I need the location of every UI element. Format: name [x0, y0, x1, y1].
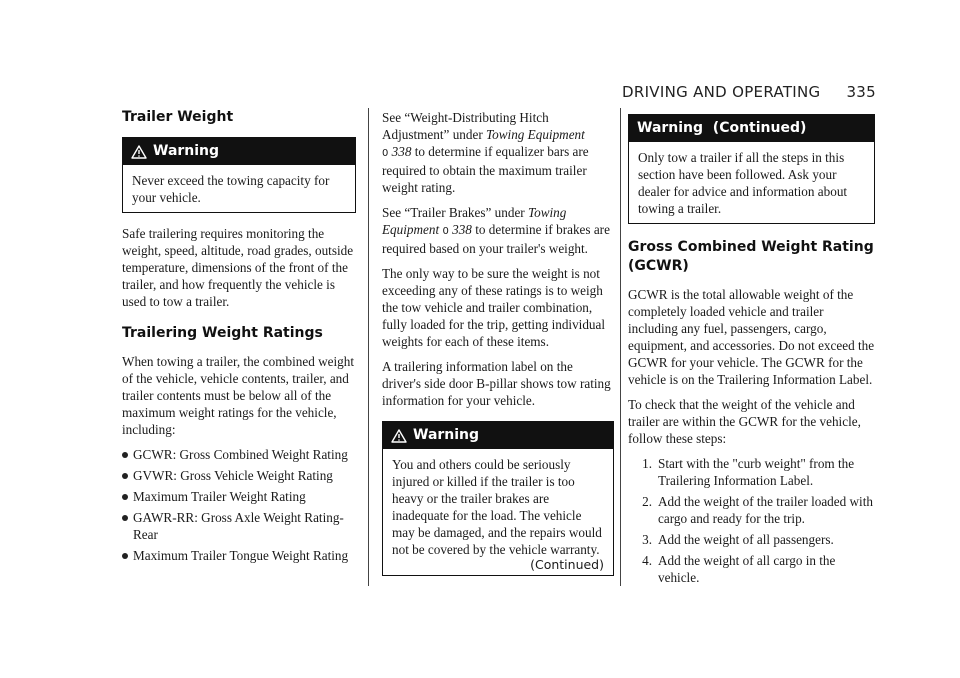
warning-text: You and others could be seriously injured or killed if the trailer is too heavy or the trailer brakes are inadequate for the load. The vehicle may be damaged, and the repairs would not be covered by the vehicle warranty. — [392, 457, 602, 557]
bullet-icon — [122, 452, 128, 458]
list-item: Maximum Trailer Tongue Weight Rating — [122, 547, 356, 564]
bullet-icon — [122, 494, 128, 500]
list-item: GCWR: Gross Combined Weight Rating — [122, 446, 356, 463]
warning-text: Only tow a trailer if all the steps in this section have been followed. Ask your dealer for advice and information about towing a trailer. — [638, 150, 848, 216]
paragraph: The only way to be sure the weight is not exceeding any of these ratings is to weigh the tow vehicle and trailer combination, fully loaded for the trip, getting individual weights for each of these items. — [382, 266, 606, 349]
column-divider — [620, 108, 621, 586]
page-reference-link[interactable]: 338 — [452, 222, 472, 237]
warning-header — [383, 422, 613, 449]
warning-header — [123, 138, 355, 165]
paragraph: See “Trailer Brakes” under Towing Equipment 0 338 to determine if brakes are required based on your trailer's weight. — [382, 205, 610, 256]
subsection-heading: Gross Combined Weight Rating (GCWR) — [628, 239, 874, 274]
paragraph: See “Weight-Distributing Hitch Adjustment” under Towing Equipment 0 338 to determine if equalizer bars are required to obtain the maximum trailer weight rating. — [382, 110, 589, 195]
cross-reference-link[interactable]: Towing Equipment — [382, 205, 567, 237]
warning-label: Warning — [153, 143, 220, 159]
list-item: 3. Add the weight of all passengers. — [642, 532, 834, 547]
warning-triangle-icon — [391, 429, 407, 443]
warning-triangle-icon — [131, 145, 147, 159]
list-item: 2. Add the weight of the trailer loaded with cargo and ready for the trip. — [642, 494, 873, 526]
paragraph: GCWR is the total allowable weight of the completely loaded vehicle and trailer including any fuel, passengers, cargo, equipment, and accessories. Do not exceed the GCWR for your vehicle. The GCWR for the vehicle is on the Trailering Information Label. — [628, 287, 875, 387]
page-ref-arrow-icon: 0 — [442, 226, 449, 237]
paragraph: To check that the weight of the vehicle and trailer are within the GCWR for the vehicle, follow these steps: — [628, 397, 861, 446]
bullet-icon — [122, 473, 128, 479]
continued-label: (Continued) — [530, 557, 604, 572]
bullet-icon — [122, 553, 128, 559]
ratings-list — [122, 446, 356, 564]
paragraph: When towing a trailer, the combined weight of the vehicle, vehicle contents, trailer, and trailer contents must be below all of the maximum weight ratings for the vehicle, including: — [122, 354, 355, 437]
section-heading: Trailer Weight — [122, 109, 234, 125]
column-divider — [368, 108, 369, 586]
warning-box — [382, 421, 614, 576]
list-item: Maximum Trailer Weight Rating — [122, 488, 356, 505]
warning-label: Warning — [413, 427, 480, 443]
section-title: DRIVING AND OPERATING — [622, 83, 821, 101]
list-item: GAWR-RR: Gross Axle Weight Rating-Rear — [122, 509, 356, 543]
subsection-heading: Trailering Weight Ratings — [122, 325, 323, 341]
page-header — [622, 83, 876, 101]
column-1 — [122, 108, 356, 568]
steps-list — [628, 455, 875, 586]
warning-label: Warning (Continued) — [637, 120, 807, 136]
warning-box — [628, 114, 875, 224]
warning-box — [122, 137, 356, 213]
page-reference-link[interactable]: 338 — [391, 144, 412, 159]
bullet-icon — [122, 515, 128, 521]
page-number: 335 — [846, 83, 876, 101]
warning-text: Never exceed the towing capacity for your vehicle. — [132, 173, 330, 205]
list-item: 4. Add the weight of all cargo in the vehicle. — [642, 553, 836, 585]
column-2 — [382, 109, 614, 588]
column-3 — [628, 114, 875, 590]
cross-reference-link[interactable]: Towing Equipment — [486, 127, 585, 142]
paragraph: Safe trailering requires monitoring the weight, speed, altitude, road grades, outside temperature, dimensions of the front of the trailer, and how frequently the vehicle is used to tow a trailer. — [122, 226, 354, 309]
warning-header — [629, 115, 874, 142]
page-ref-arrow-icon: 0 — [382, 148, 389, 159]
paragraph: A trailering information label on the driver's side door B-pillar shows tow rating information for your vehicle. — [382, 359, 611, 408]
list-item: 1. Start with the "curb weight" from the Trailering Information Label. — [642, 456, 855, 488]
list-item: GVWR: Gross Vehicle Weight Rating — [122, 467, 356, 484]
